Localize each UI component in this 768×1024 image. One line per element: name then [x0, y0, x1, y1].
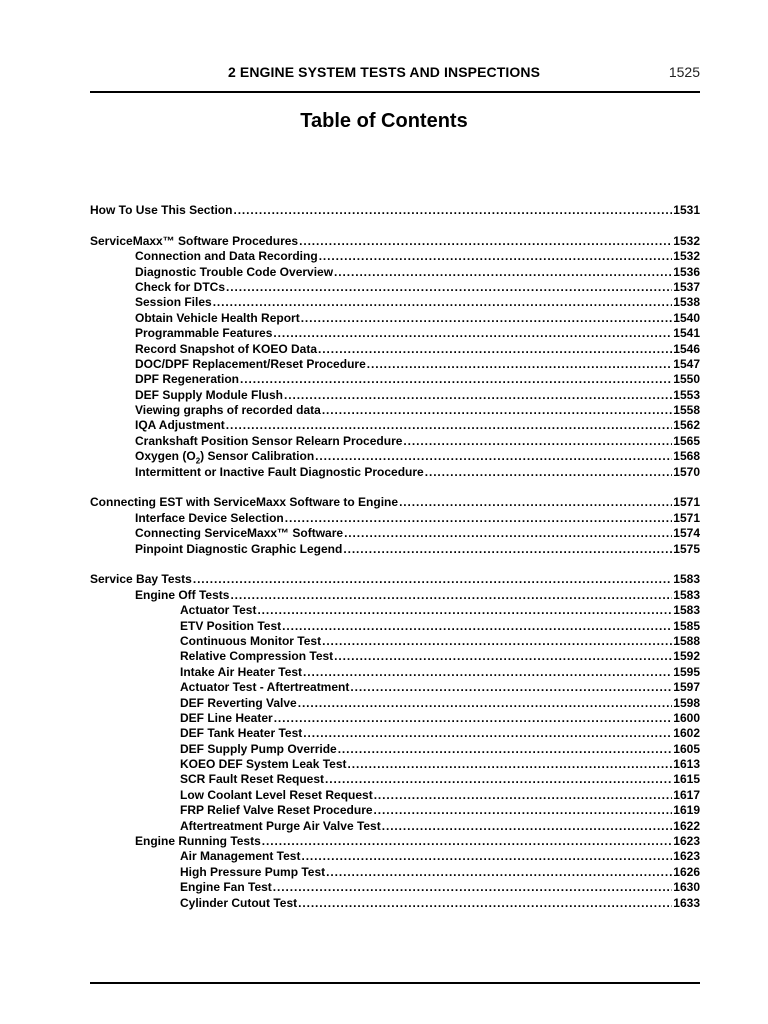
toc-entry-label: Diagnostic Trouble Code Overview	[135, 264, 334, 279]
toc-entry[interactable]	[90, 388, 700, 403]
toc-entry-label: Intake Air Heater Test	[180, 664, 303, 679]
dot-leader	[273, 326, 672, 341]
toc-entry[interactable]	[90, 265, 700, 280]
toc-entry-label: Actuator Test - Aftertreatment	[180, 680, 350, 695]
toc-entry-page: 1546	[673, 341, 700, 356]
toc-entry[interactable]	[90, 680, 700, 695]
toc-entry-label: Session Files	[135, 295, 212, 310]
toc-entry-label: Air Management Test	[180, 849, 301, 864]
toc-entry-page: 1605	[673, 741, 700, 756]
toc-entry[interactable]	[90, 865, 700, 880]
toc-entry-page: 1540	[673, 310, 700, 325]
dot-leader	[233, 203, 672, 218]
toc-entry-label: Oxygen $(O_2)$ Sensor Calibration	[135, 449, 315, 466]
dot-leader	[285, 511, 673, 526]
dot-leader	[226, 418, 673, 433]
header-rule	[90, 91, 700, 93]
dot-leader	[367, 357, 673, 372]
toc-entry-page: 1633	[673, 895, 700, 910]
toc-entry[interactable]	[90, 526, 700, 541]
dot-leader	[322, 634, 672, 649]
toc-entry[interactable]	[90, 619, 700, 634]
toc-entry-label: How To Use This Section	[90, 203, 233, 217]
toc-entry-page: 1622	[673, 818, 700, 833]
dot-leader	[425, 465, 673, 480]
toc-entry[interactable]	[90, 819, 700, 834]
toc-entry[interactable]	[90, 788, 700, 803]
toc-entry[interactable]	[90, 342, 700, 357]
toc-entry-page: 1550	[673, 372, 700, 387]
toc-entry-label: Crankshaft Position Sensor Relearn Procedure	[135, 433, 403, 448]
dot-leader	[343, 542, 672, 557]
toc-entry-label: Check for DTCs	[135, 279, 226, 294]
toc-entry-page: 1568	[673, 449, 700, 464]
toc-entry[interactable]	[90, 249, 700, 264]
toc-entry-page: 1571	[673, 510, 700, 525]
toc-entry-label: Continuous Monitor Test	[180, 633, 322, 648]
dot-leader	[240, 372, 672, 387]
toc-entry-page: 1623	[673, 834, 700, 849]
toc-entry-page: 1562	[673, 418, 700, 433]
toc-entry[interactable]	[90, 772, 700, 787]
dot-leader	[262, 834, 673, 849]
toc-entry-label: Engine Fan Test	[180, 880, 272, 895]
toc-entry-page: 1597	[673, 680, 700, 695]
dot-leader	[282, 619, 672, 634]
toc-entry-page: 1623	[673, 849, 700, 864]
dot-leader	[325, 772, 672, 787]
toc-entry-label: Engine Running Tests	[135, 834, 261, 849]
dot-leader	[334, 649, 672, 664]
dot-leader	[382, 819, 673, 834]
table-of-contents	[90, 203, 700, 911]
dot-leader	[213, 295, 673, 310]
dot-leader	[274, 711, 673, 726]
dot-leader	[230, 588, 672, 603]
toc-entry[interactable]	[90, 234, 700, 249]
toc-entry-page: 1537	[673, 279, 700, 294]
toc-entry-label: Obtain Vehicle Health Report	[135, 310, 300, 325]
dot-leader	[334, 265, 672, 280]
toc-entry-page: 1583	[673, 587, 700, 602]
dot-leader	[318, 342, 672, 357]
toc-entry[interactable]	[90, 880, 700, 895]
footer-rule	[90, 982, 700, 984]
toc-entry[interactable]	[90, 726, 700, 741]
toc-entry[interactable]	[90, 803, 700, 818]
toc-entry[interactable]	[90, 634, 700, 649]
toc-entry-label: Service Bay Tests	[90, 572, 192, 587]
toc-entry-page: 1532	[673, 233, 700, 248]
toc-entry-page: 1600	[673, 710, 700, 725]
toc-entry-label: Pinpoint Diagnostic Graphic Legend	[135, 541, 343, 556]
toc-entry-label: KOEO DEF System Leak Test	[180, 757, 347, 772]
toc-entry-page: 1575	[673, 541, 700, 556]
toc-entry[interactable]	[90, 434, 700, 449]
toc-entry-page: 1585	[673, 618, 700, 633]
toc-entry[interactable]	[90, 834, 700, 849]
page-title: Table of Contents	[300, 110, 468, 132]
dot-leader	[226, 280, 672, 295]
toc-entry-label: ETV Position Test	[180, 618, 282, 633]
toc-entry[interactable]	[90, 449, 700, 464]
toc-entry-label: DEF Tank Heater Test	[180, 726, 303, 741]
toc-entry-page: 1553	[673, 387, 700, 402]
dot-leader	[322, 403, 672, 418]
toc-entry-page: 1583	[673, 572, 700, 587]
toc-entry[interactable]	[90, 295, 700, 310]
toc-entry-page: 1588	[673, 633, 700, 648]
toc-entry[interactable]	[90, 711, 700, 726]
toc-entry-page: 1598	[673, 695, 700, 710]
dot-leader	[298, 696, 673, 711]
toc-entry-page: 1574	[673, 526, 700, 541]
toc-entry-page: 1536	[673, 264, 700, 279]
dot-leader	[193, 572, 672, 587]
dot-leader	[374, 803, 673, 818]
toc-entry-page: 1626	[673, 864, 700, 879]
toc-entry-label: Record Snapshot of KOEO Data	[135, 341, 318, 356]
toc-entry-label: Relative Compression Test	[180, 649, 334, 664]
toc-entry-label: Connection and Data Recording	[135, 249, 318, 264]
toc-entry-label: Programmable Features	[135, 326, 273, 341]
dot-leader	[399, 495, 672, 510]
toc-entry-page: 1541	[673, 326, 700, 341]
toc-entry-page: 1613	[673, 757, 700, 772]
toc-entry-label: High Pressure Pump Test	[180, 864, 326, 879]
toc-entry[interactable]	[90, 649, 700, 664]
toc-entry[interactable]	[90, 849, 700, 864]
toc-entry-label: Actuator Test	[180, 603, 257, 618]
toc-entry[interactable]	[90, 495, 700, 510]
section-title: 2 ENGINE SYSTEM TESTS AND INSPECTIONS	[228, 64, 541, 80]
toc-entry[interactable]	[90, 588, 700, 603]
toc-entry-label: DPF Regeneration	[135, 372, 240, 387]
toc-entry[interactable]	[90, 665, 700, 680]
dot-leader	[338, 742, 673, 757]
toc-entry-page: 1619	[673, 803, 700, 818]
toc-entry-label: Cylinder Cutout Test	[180, 895, 298, 910]
toc-entry-page: 1571	[673, 495, 700, 510]
toc-entry[interactable]	[90, 511, 700, 526]
dot-leader	[299, 234, 672, 249]
toc-entry-label: Aftertreatment Purge Air Valve Test	[180, 818, 381, 833]
toc-entry[interactable]	[90, 603, 700, 618]
toc-entry-page: 1531	[673, 203, 700, 217]
dot-leader	[273, 880, 673, 895]
toc-entry-page: 1565	[673, 433, 700, 448]
toc-entry[interactable]	[90, 403, 700, 418]
toc-entry[interactable]	[90, 757, 700, 772]
toc-entry[interactable]	[90, 572, 700, 587]
toc-entry[interactable]	[90, 896, 700, 911]
toc-entry[interactable]	[90, 326, 700, 341]
toc-entry[interactable]	[90, 311, 700, 326]
toc-entry-label: SCR Fault Reset Request	[180, 772, 325, 787]
toc-entry-label: Connecting ServiceMaxx™ Software	[135, 526, 344, 541]
toc-entry-label: DEF Line Heater	[180, 710, 273, 725]
dot-leader	[303, 726, 672, 741]
toc-entry-label: IQA Adjustment	[135, 418, 225, 433]
dot-leader	[348, 757, 673, 772]
toc-entry-label: ServiceMaxx™ Software Procedures	[90, 233, 299, 248]
toc-entry-label: DEF Reverting Valve	[180, 695, 297, 710]
toc-entry-label: Intermittent or Inactive Fault Diagnostic Procedure	[135, 464, 424, 479]
toc-entry-page: 1617	[673, 787, 700, 802]
toc-entry[interactable]	[90, 357, 700, 372]
toc-entry-page: 1547	[673, 356, 700, 371]
dot-leader	[298, 896, 672, 911]
toc-entry[interactable]	[90, 465, 700, 480]
dot-leader	[257, 603, 672, 618]
toc-entry[interactable]	[90, 418, 700, 433]
toc-entry-page: 1595	[673, 664, 700, 679]
toc-entry[interactable]	[90, 372, 700, 387]
toc-entry-page: 1602	[673, 726, 700, 741]
dot-leader	[344, 526, 672, 541]
dot-leader	[374, 788, 673, 803]
toc-entry[interactable]	[90, 696, 700, 711]
toc-entry-page: 1592	[673, 649, 700, 664]
dot-leader	[303, 665, 672, 680]
dot-leader	[326, 865, 672, 880]
toc-entry-label: Engine Off Tests	[135, 587, 230, 602]
dot-leader	[284, 388, 672, 403]
dot-leader	[301, 849, 672, 864]
dot-leader	[319, 249, 673, 264]
toc-entry-label: Viewing graphs of recorded data	[135, 403, 321, 418]
page-number: 1525	[668, 64, 700, 80]
dot-leader	[301, 311, 673, 326]
toc-entry-page: 1615	[673, 772, 700, 787]
toc-entry-label: DEF Supply Module Flush	[135, 387, 283, 402]
toc-entry-label: DOC/DPF Replacement/Reset Procedure	[135, 356, 366, 371]
toc-entry[interactable]	[90, 542, 700, 557]
toc-entry-label: FRP Relief Valve Reset Procedure	[180, 803, 373, 818]
toc-entry-page: 1570	[673, 464, 700, 479]
toc-entry-label: DEF Supply Pump Override	[180, 741, 337, 756]
toc-entry[interactable]	[90, 742, 700, 757]
toc-entry-label: Interface Device Selection	[135, 510, 284, 525]
toc-entry-label: Low Coolant Level Reset Request	[180, 787, 373, 802]
toc-entry-page: 1532	[673, 249, 700, 264]
toc-entry-page: 1630	[673, 880, 700, 895]
toc-entry[interactable]	[90, 280, 700, 295]
toc-entry-page: 1558	[673, 403, 700, 418]
dot-leader	[350, 680, 672, 695]
toc-entry[interactable]	[90, 203, 700, 218]
toc-entry-page: 1538	[673, 295, 700, 310]
toc-entry-label: Connecting EST with ServiceMaxx Software to Engine	[90, 495, 399, 510]
dot-leader	[315, 449, 672, 464]
toc-entry-page: 1583	[673, 603, 700, 618]
dot-leader	[403, 434, 672, 449]
